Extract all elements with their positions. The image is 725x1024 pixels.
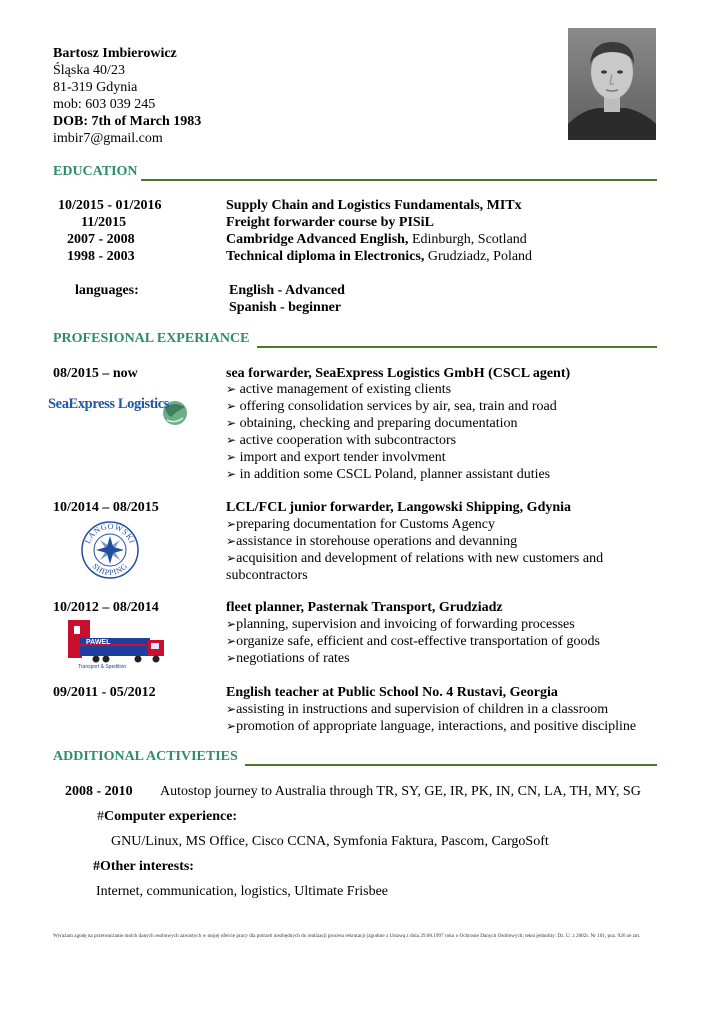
arrow-bullet-icon: ➢ xyxy=(226,702,237,716)
edu-entry: Supply Chain and Logistics Fundamentals, MITx xyxy=(226,198,522,213)
education-rule xyxy=(141,179,657,181)
data-consent-clause: Wyrażam zgodę na przetwarzanie moich danych osobowych zawartych w mojej ofercie pracy dla potrzeb niezbędnych do realizacji procesu rekrutacji (zgodnie z Ustawą z dnia 29.08.1997 roku o Ochronie Danych Osobowych; tekst jednolity: Dz. U. z 2002r. Nr 101, poz. 926 ze zm. xyxy=(53,933,641,939)
svg-text:LANGOWSKI: LANGOWSKI xyxy=(83,521,137,545)
job-bullet: ➢organize safe, efficient and cost-effective transportation of goods xyxy=(226,634,600,649)
langowski-logo xyxy=(80,520,140,580)
job-bullet: ➢ in addition some CSCL Poland, planner assistant duties xyxy=(226,467,551,482)
arrow-bullet-icon: ➢ xyxy=(226,719,237,733)
edu-entry: Freight forwarder course by PISiL xyxy=(226,215,434,230)
svg-text:SHIPPING: SHIPPING xyxy=(90,561,130,578)
job-bullet-list xyxy=(226,701,636,735)
job-bullet-list xyxy=(226,381,557,483)
other-interests-text: Internet, communication, logistics, Ultimate Frisbee xyxy=(96,884,388,899)
experience-rule xyxy=(257,346,657,348)
computer-experience-text: GNU/Linux, MS Office, Cisco CCNA, Symfonia Faktura, Pascom, CargoSoft xyxy=(111,834,549,849)
other-interests-label: #Other interests: xyxy=(93,859,194,874)
journey-date: 2008 - 2010 xyxy=(65,784,133,799)
arrow-bullet-icon: ➢ xyxy=(226,433,237,447)
experience-heading: PROFESIONAL EXPERIANCE xyxy=(53,331,250,346)
arrow-bullet-icon: ➢ xyxy=(226,416,237,430)
languages-label: languages: xyxy=(75,283,139,298)
job-bullet: ➢ active cooperation with subcontractors xyxy=(226,433,457,448)
job-bullet: ➢ active management of existing clients xyxy=(226,382,452,397)
edu-entry: Cambridge Advanced English, Edinburgh, Scotland xyxy=(226,232,527,247)
hash-icon: # xyxy=(97,809,104,824)
job-bullet: ➢assistance in storehouse operations and devanning xyxy=(226,534,518,549)
mobile-number: mob: 603 039 245 xyxy=(53,97,156,112)
arrow-bullet-icon: ➢ xyxy=(226,467,237,481)
edu-entry: Technical diploma in Electronics, Grudziadz, Poland xyxy=(226,249,533,264)
education-header xyxy=(53,163,657,181)
arrow-bullet-icon: ➢ xyxy=(226,651,237,665)
additional-header xyxy=(53,748,657,766)
edu-date: 1998 - 2003 xyxy=(67,249,135,264)
job-title: English teacher at Public School No. 4 Rustavi, Georgia xyxy=(226,685,558,700)
language-item: Spanish - beginner xyxy=(229,300,342,315)
job-bullet: ➢acquisition and development of relations with new customers and xyxy=(226,551,604,566)
arrow-bullet-icon: ➢ xyxy=(226,551,237,565)
job-bullet: ➢ import and export tender involvment xyxy=(226,450,446,465)
seaexpress-logo xyxy=(47,392,192,434)
job-bullet-continuation: subcontractors xyxy=(226,568,308,583)
job-date: 09/2011 - 05/2012 xyxy=(53,685,156,700)
job-bullet: ➢assisting in instructions and supervision of children in a classroom xyxy=(226,702,609,717)
edu-date: 10/2015 - 01/2016 xyxy=(58,198,162,213)
address-city: 81-319 Gdynia xyxy=(53,80,138,95)
arrow-bullet-icon: ➢ xyxy=(226,382,237,396)
job-date: 08/2015 – now xyxy=(53,366,138,381)
job-bullet: ➢negotiations of rates xyxy=(226,651,350,666)
education-heading: EDUCATION xyxy=(53,164,138,179)
job-title: LCL/FCL junior forwarder, Langowski Shipping, Gdynia xyxy=(226,500,572,515)
additional-heading: ADDITIONAL ACTIVIETIES xyxy=(53,749,238,764)
arrow-bullet-icon: ➢ xyxy=(226,399,237,413)
profile-photo xyxy=(568,28,656,140)
edu-date: 11/2015 xyxy=(81,215,127,230)
job-date: 10/2012 – 08/2014 xyxy=(53,600,159,615)
person-name: Bartosz Imbierowicz xyxy=(53,46,177,61)
job-bullet: ➢preparing documentation for Customs Agency xyxy=(226,517,496,532)
arrow-bullet-icon: ➢ xyxy=(226,517,237,531)
email-address: imbir7@gmail.com xyxy=(53,131,163,146)
seaexpress-logo-text: SeaExpress Logistics xyxy=(48,396,170,412)
job-bullet-list xyxy=(226,616,600,667)
journey-text: Autostop journey to Australia through TR, SY, GE, IR, PK, IN, CN, LA, TH, MY, SG xyxy=(160,784,641,799)
language-item: English - Advanced xyxy=(229,283,345,298)
job-bullet-list xyxy=(226,516,603,584)
arrow-bullet-icon: ➢ xyxy=(226,634,237,648)
job-bullet: ➢ offering consolidation services by air, sea, train and road xyxy=(226,399,557,414)
pasternak-logo xyxy=(68,620,166,670)
computer-experience-label: #Computer experience: xyxy=(97,809,238,824)
arrow-bullet-icon: ➢ xyxy=(226,617,237,631)
date-of-birth: DOB: 7th of March 1983 xyxy=(53,114,202,129)
job-title: fleet planner, Pasternak Transport, Grudziadz xyxy=(226,600,503,615)
arrow-bullet-icon: ➢ xyxy=(226,534,237,548)
experience-header xyxy=(53,330,657,348)
job-bullet: ➢ obtaining, checking and preparing documentation xyxy=(226,416,518,431)
job-bullet: ➢planning, supervision and invoicing of forwarding processes xyxy=(226,617,575,632)
svg-text:PAWEL: PAWEL xyxy=(86,639,111,646)
additional-rule xyxy=(245,764,657,766)
address-street: Śląska 40/23 xyxy=(53,63,125,78)
job-date: 10/2014 – 08/2015 xyxy=(53,500,159,515)
job-title: sea forwarder, SeaExpress Logistics GmbH (CSCL agent) xyxy=(226,366,571,381)
job-bullet: ➢promotion of appropriate language, interactions, and positive discipline xyxy=(226,719,637,734)
arrow-bullet-icon: ➢ xyxy=(226,450,237,464)
svg-text:Transport & Spedition: Transport & Spedition xyxy=(78,664,127,670)
edu-date: 2007 - 2008 xyxy=(67,232,135,247)
